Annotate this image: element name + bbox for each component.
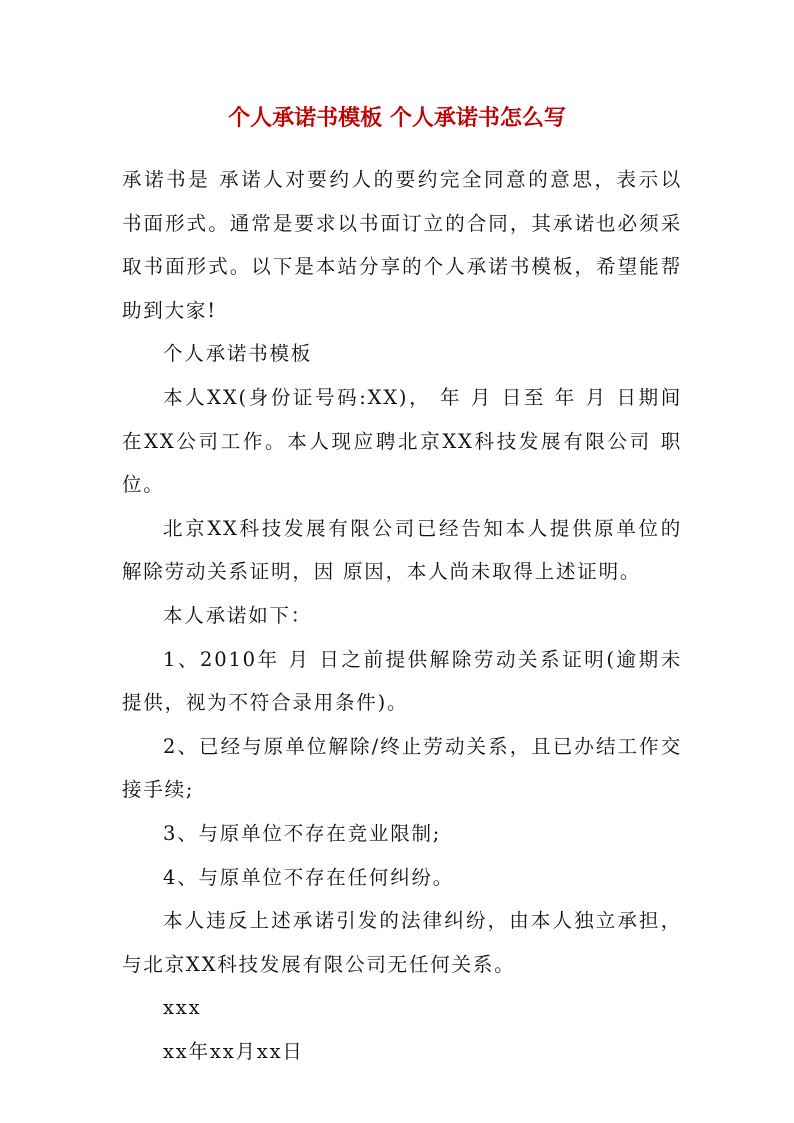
document-title: 个人承诺书模板 个人承诺书怎么写 — [228, 105, 566, 131]
commitment-item-1: 1、2010年 月 日之前提供解除劳动关系证明(逾期未提供，视为不符合录用条件)。 — [122, 647, 682, 715]
signature-name: xxx — [163, 996, 202, 1020]
document-body — [122, 158, 682, 1073]
employment-statement-paragraph: 本人XX(身份证号码:XX)， 年 月 日至 年 月 日期间在XX公司工作。本人现应聘北京XX科技发展有限公司 职位。 — [122, 385, 682, 497]
signature-date: xx年xx月xx日 — [163, 1039, 304, 1063]
notice-statement-paragraph: 北京XX科技发展有限公司已经告知本人提供原单位的解除劳动关系证明，因 原因，本人尚未取得上述证明。 — [122, 516, 682, 584]
commitment-item-4: 4、与原单位不存在任何纠纷。 — [163, 865, 455, 889]
commitment-item-2: 2、已经与原单位解除/终止劳动关系，且已办结工作交接手续; — [122, 734, 682, 802]
commitment-item-3: 3、与原单位不存在竞业限制; — [163, 821, 442, 845]
commitments-heading: 本人承诺如下： — [163, 603, 313, 627]
intro-paragraph: 承诺书是 承诺人对要约人的要约完全同意的意思，表示以书面形式。通常是要求以书面订立的合同，其承诺也必须采取书面形式。以下是本站分享的个人承诺书模板，希望能帮助到大家! — [122, 168, 682, 322]
liability-paragraph: 本人违反上述承诺引发的法律纠纷，由本人独立承担，与北京XX科技发展有限公司无任何关系。 — [122, 909, 682, 976]
template-heading: 个人承诺书模板 — [163, 342, 313, 366]
